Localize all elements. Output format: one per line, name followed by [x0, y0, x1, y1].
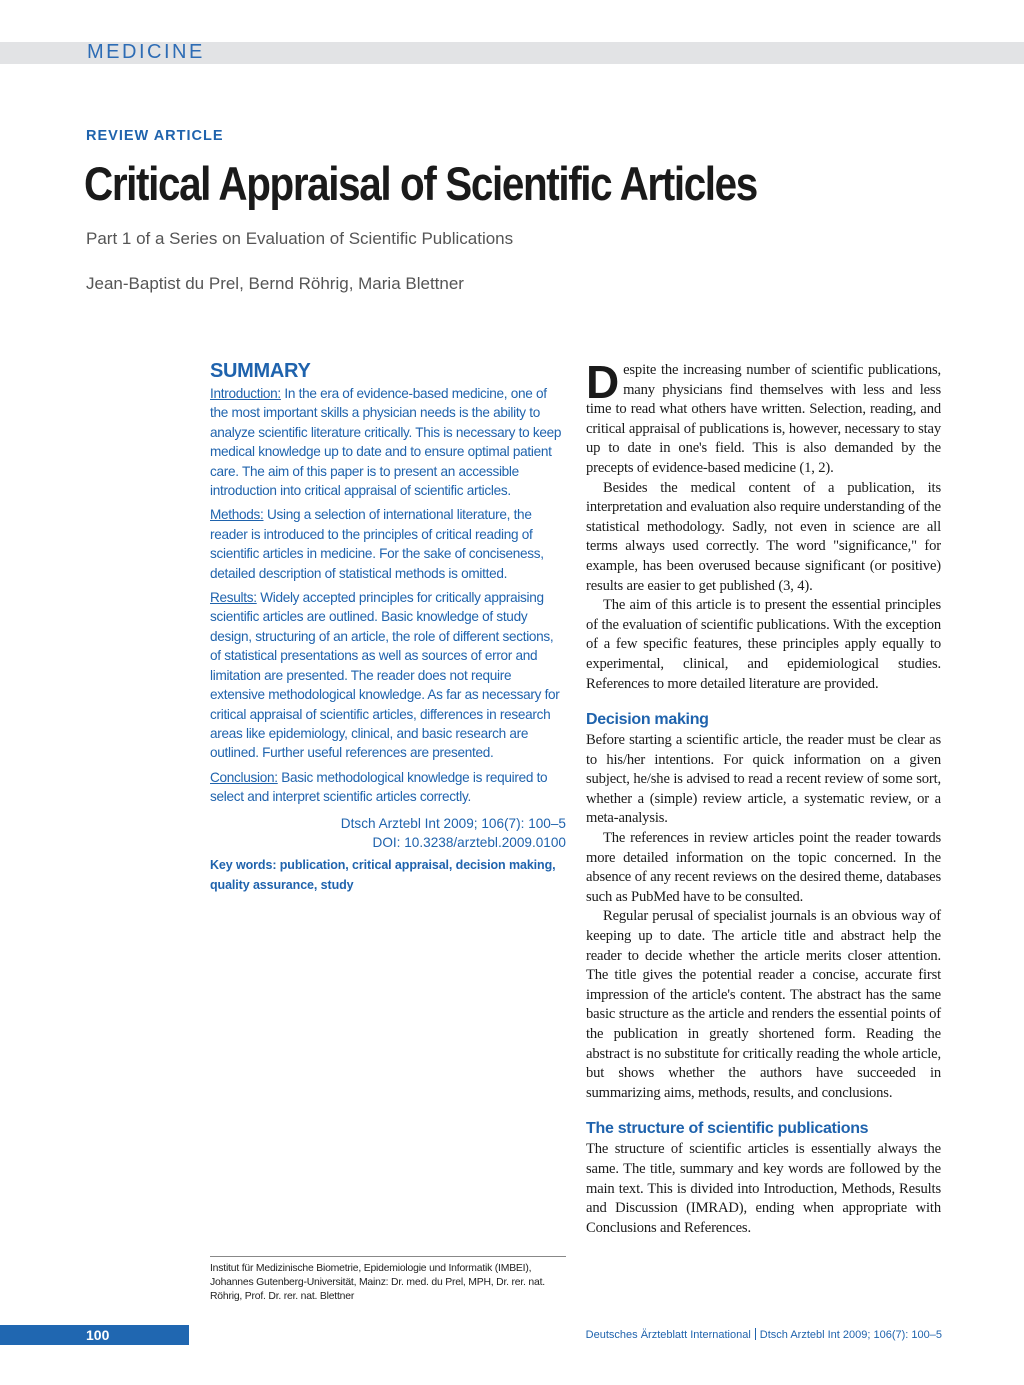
summary-heading: SUMMARY — [210, 360, 311, 382]
article-title: Critical Appraisal of Scientific Articles — [84, 157, 757, 210]
article-type: REVIEW ARTICLE — [86, 128, 224, 144]
body-paragraph: Before starting a scientific article, the reader must be clear as to his/her intentions. For quick information on a given subject, he/she is advised to read a recent review of some sort, whether a (simple) review article, a systematic review, or a meta-analysis. — [586, 732, 941, 827]
summary-methods — [210, 505, 566, 583]
footer-separator — [755, 1328, 756, 1340]
body-paragraph: Besides the medical content of a publication, its interpretation and evaluation also require understanding of the statistical methodology. Sadly, not even in science are all terms always used correctly. The word "significance," for example, has been overused because significant (or positive) results are easier to get published (3, 4). — [586, 479, 941, 594]
body-paragraph-text: espite the increasing number of scientific publications, many physicians find themselves with less and less time to read what others have written. Selection, reading, and critical appraisal of publications is, however, necessary to stay up to date in one's field. This is also demanded by the precepts of evidence-based medicine (1, 2). — [586, 362, 941, 476]
summary-text: In the era of evidence-based medicine, one of the most important skills a physician needs is the ability to analyze scientific literature critically. This is necessary to keep medical knowledge up to date and to ensure optimal patient care. The aim of this paper is to present an accessible introduction into critical appraisal of scientific articles. — [210, 386, 562, 499]
body-column — [586, 356, 941, 1238]
footer-journal-name: Deutsches Ärzteblatt International — [585, 1329, 751, 1341]
summary-results — [210, 588, 566, 763]
drop-cap: D — [586, 356, 620, 408]
summary-introduction — [210, 384, 566, 500]
body-paragraph — [586, 356, 941, 479]
citation-reference: Dtsch Arztebl Int 2009; 106(7): 100–5 — [340, 815, 566, 831]
affiliation-footnote: Institut für Medizinische Biometrie, Epidemiologie und Informatik (IMBEI), Johannes Gutenberg-Universität, Mainz: Dr. med. du Prel, MPH, Dr. rer. nat. Röhrig, Prof. Dr. rer. nat. Blettner — [210, 1256, 566, 1304]
summary-label: Methods: — [210, 507, 264, 523]
summary-conclusion — [210, 768, 566, 807]
summary-label: Results: — [210, 590, 257, 606]
summary-label: Introduction: — [210, 386, 281, 401]
body-paragraph: Regular perusal of specialist journals is an obvious way of keeping up to date. The article title and abstract help the reader to decide whether the article merits closer attention. The title gives the potential reader a concise, accurate first impression of the article's content. The abstract has the same basic structure as the article and renders the essential points of the publication in greatly shortened form. Reading the abstract is no substitute for critically reading the whole article, but shows whether the authors have succeeded in summarizing aims, methods, results, and conclusions. — [586, 908, 941, 1101]
summary-text: Using a selection of international literature, the reader is introduced to the principles of critical reading of scientific articles in medicine. For the sake of conciseness, detailed description of statistical methods is omitted. — [210, 507, 544, 581]
footer-journal — [586, 1328, 942, 1341]
heading-decision-making: Decision making — [586, 711, 709, 729]
summary-box — [210, 360, 566, 895]
heading-structure: The structure of scientific publications — [586, 1120, 869, 1138]
article-subtitle: Part 1 of a Series on Evaluation of Scientific Publications — [86, 229, 514, 248]
body-paragraph: The references in review articles point the reader towards more detailed information on the topic concerned. In the absence of any recent reviews on the desired theme, databases such as PubMed have to be consulted. — [586, 830, 941, 905]
footer-citation: Dtsch Arztebl Int 2009; 106(7): 100–5 — [759, 1329, 942, 1341]
article-authors: Jean-Baptist du Prel, Bernd Röhrig, Maria Blettner — [86, 274, 464, 293]
summary-citation — [210, 814, 566, 853]
body-paragraph: The structure of scientific articles is essentially always the same. The title, summary and key words are followed by the main text. This is divided into Introduction, Methods, Results and Discussion (IMRAD), ending when appropriate with Conclusions and References. — [586, 1141, 941, 1236]
body-paragraph: The aim of this article is to present the essential principles of the evaluation of scientific publications. With the exception of a few specific features, these principles apply equally to experimental, clinical, and epidemiological studies. References to more detailed literature are provided. — [586, 597, 941, 692]
summary-text: Widely accepted principles for critically appraising scientific articles are outlined. Basic knowledge of study design, structuring of an article, the role of different sections, of statistical presentations as well as sources of error and limitation are presented. The reader does not require extensive methodological knowledge. As far as necessary for critical appraisal of scientific articles, differences in research areas like epidemiology, clinical, and basic research are outlined. Further useful references are presented. — [210, 590, 560, 761]
summary-keywords: Key words: publication, critical appraisal, decision making, quality assurance, study — [210, 858, 556, 892]
section-label: MEDICINE — [87, 41, 205, 63]
citation-doi: DOI: 10.3238/arztebl.2009.0100 — [372, 834, 566, 850]
page-number: 100 — [86, 1327, 110, 1343]
summary-label: Conclusion: — [210, 769, 278, 785]
summary-text: Basic methodological knowledge is required to select and interpret scientific articles correctly. — [210, 769, 548, 805]
